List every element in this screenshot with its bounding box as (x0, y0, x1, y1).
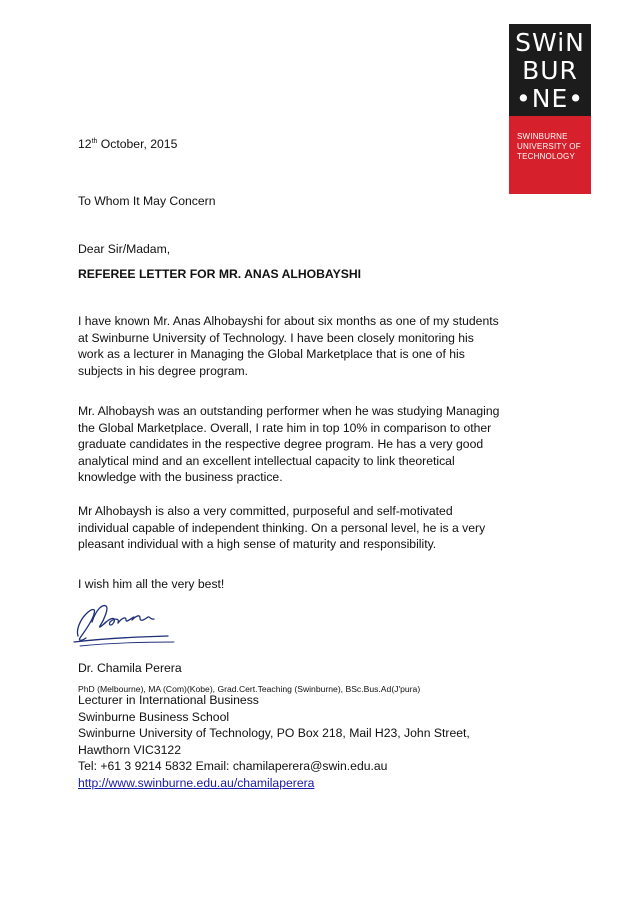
logo-university-line: UNIVERSITY OF (517, 142, 581, 151)
signatory-title: Lecturer in International Business (78, 693, 259, 707)
paragraph-line: Mr Alhobaysh is also a very committed, purposeful and self-motivated (78, 504, 453, 518)
signatory-address-line1: Swinburne University of Technology, PO Box 218, Mail H23, John Street, (78, 726, 470, 741)
paragraph-line: I have known Mr. Anas Alhobayshi for about six months as one of my students (78, 314, 499, 328)
signatory-contact: Tel: +61 3 9214 5832 Email: chamilaperera@swin.edu.au (78, 759, 388, 774)
closing-line: I wish him all the very best! (78, 577, 225, 591)
logo-university-line: SWINBURNE (517, 132, 568, 141)
handwritten-signature (70, 592, 180, 648)
paragraph-line: subjects in his degree program. (78, 363, 249, 378)
paragraph-line: analytical mind and an excellent intellectual capacity to link theoretical (78, 453, 455, 468)
signatory-school: Swinburne Business School (78, 709, 230, 724)
signatory-profile-link[interactable]: http://www.swinburne.edu.au/chamilaperera (78, 776, 315, 790)
paragraph-line: Mr. Alhobaysh was an outstanding performer when he was studying Managing (78, 404, 500, 418)
paragraph-line: the Global Marketplace. Overall, I rate him in top 10% in comparison to other (78, 420, 492, 435)
logo-line: •NE• (516, 84, 584, 113)
letter-subject: REFEREE LETTER FOR MR. ANAS ALHOBAYSHI (78, 267, 362, 281)
date-suffix: th (91, 138, 98, 145)
logo-university-line: TECHNOLOGY (517, 152, 576, 161)
paragraph-line: at Swinburne University of Technology. I have been closely monitoring his (78, 330, 474, 345)
paragraph-line: knowledge with the business practice. (78, 470, 283, 485)
date-rest: October, 2015 (97, 137, 178, 151)
paragraph-line: graduate candidates in the respective degree program. He has a very good (78, 437, 484, 452)
swinburne-logo (509, 24, 591, 116)
salutation-to: To Whom It May Concern (78, 194, 216, 208)
letter-date (78, 136, 177, 153)
signatory-address-line2: Hawthorn VIC3122 (78, 742, 181, 757)
paragraph-line: individual capable of independent thinking. On a personal level, he is a very (78, 520, 486, 535)
logo-line: SWiN (515, 28, 585, 57)
paragraph-line: pleasant individual with a high sense of maturity and responsibility. (78, 537, 437, 552)
logo-line: BUR (522, 56, 578, 85)
date-day: 12 (78, 137, 92, 151)
signatory-name: Dr. Chamila Perera (78, 661, 182, 675)
logo-university-block (509, 116, 591, 194)
signatory-qualifications: PhD (Melbourne), MA (Com)(Kobe), Grad.Cert.Teaching (Swinburne), BSc.Bus.Ad(J'pura) (78, 684, 421, 694)
paragraph-line: work as a lecturer in Managing the Global Marketplace that is one of his (78, 347, 465, 362)
logo-university-name (517, 132, 581, 162)
greeting: Dear Sir/Madam, (78, 242, 171, 256)
